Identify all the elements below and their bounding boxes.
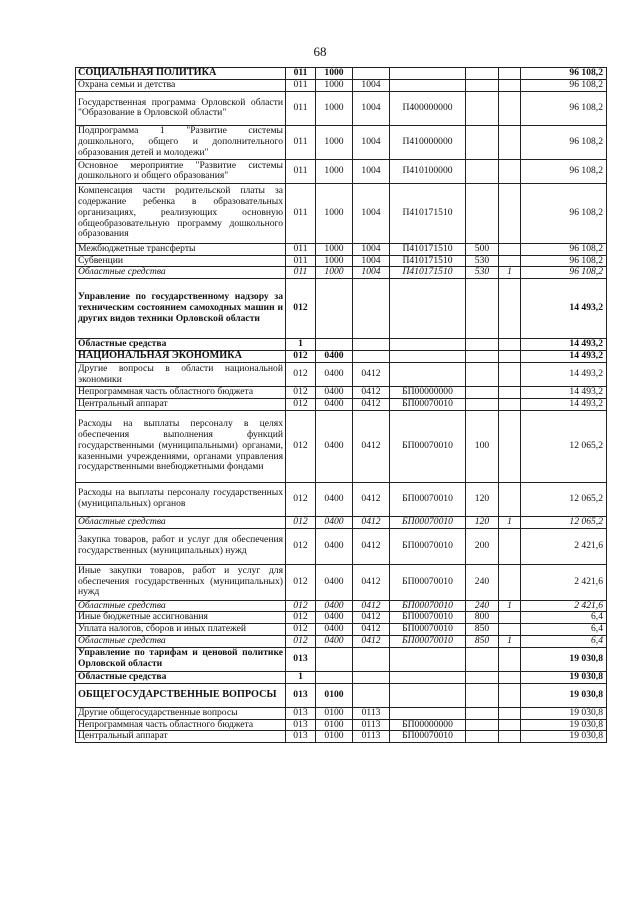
funding-source-cell — [499, 363, 521, 387]
amount-cell: 96 108,2 — [521, 125, 607, 159]
subsection-code-cell: 0412 — [353, 612, 390, 624]
expense-type-cell — [466, 731, 499, 743]
section-code-cell: 0400 — [316, 528, 353, 564]
expense-type-cell — [466, 363, 499, 387]
table-row — [76, 387, 607, 399]
ministry-code-cell: 011 — [286, 159, 316, 183]
expense-type-cell: 100 — [466, 410, 499, 482]
target-article-cell: П410171510 — [390, 255, 466, 267]
amount-cell: 96 108,2 — [521, 243, 607, 255]
section-code-cell: 1000 — [316, 243, 353, 255]
expense-type-cell: 530 — [466, 267, 499, 279]
ministry-code-cell: 011 — [286, 91, 316, 125]
table-row — [76, 91, 607, 125]
funding-source-cell — [499, 719, 521, 731]
funding-source-cell — [499, 183, 521, 243]
table-row — [76, 683, 607, 707]
funding-source-cell: 1 — [499, 267, 521, 279]
expense-type-cell: 500 — [466, 243, 499, 255]
target-article-cell: П410100000 — [390, 159, 466, 183]
expense-type-cell — [466, 80, 499, 92]
funding-source-cell: 1 — [499, 516, 521, 528]
section-code-cell: 0400 — [316, 410, 353, 482]
expense-type-cell: 240 — [466, 600, 499, 612]
target-article-cell: БП00070010 — [390, 482, 466, 516]
section-code-cell — [316, 647, 353, 671]
row-name-cell: Управление по тарифам и ценовой политике Орловской области — [76, 647, 286, 671]
subsection-code-cell: 0412 — [353, 398, 390, 410]
funding-source-cell — [499, 410, 521, 482]
section-code-cell: 1000 — [316, 91, 353, 125]
target-article-cell — [390, 707, 466, 719]
funding-source-cell — [499, 80, 521, 92]
page-number: 68 — [313, 44, 327, 59]
subsection-code-cell: 0412 — [353, 482, 390, 516]
amount-cell: 14 493,2 — [521, 279, 607, 339]
ministry-code-cell: 012 — [286, 398, 316, 410]
funding-source-cell — [499, 279, 521, 339]
expense-type-cell — [466, 159, 499, 183]
subsection-code-cell: 0113 — [353, 707, 390, 719]
row-name-cell: Областные средства — [76, 671, 286, 683]
amount-cell: 2 421,6 — [521, 528, 607, 564]
table-row — [76, 363, 607, 387]
row-name-cell: Непрограммная часть областного бюджета — [76, 387, 286, 399]
table-row — [76, 183, 607, 243]
expense-type-cell — [466, 183, 499, 243]
row-name-cell: СОЦИАЛЬНАЯ ПОЛИТИКА — [76, 68, 286, 80]
funding-source-cell: 1 — [499, 600, 521, 612]
row-name-cell: Управление по государственному надзору за техническим состоянием самоходных машин и других видов техники Орловской области — [76, 279, 286, 339]
expense-type-cell — [466, 671, 499, 683]
subsection-code-cell: 1004 — [353, 183, 390, 243]
section-code-cell: 0400 — [316, 398, 353, 410]
subsection-code-cell: 0412 — [353, 363, 390, 387]
funding-source-cell — [499, 647, 521, 671]
section-code-cell — [316, 279, 353, 339]
expense-type-cell — [466, 707, 499, 719]
table-row — [76, 647, 607, 671]
expense-type-cell — [466, 339, 499, 351]
row-name-cell: Другие общегосударственные вопросы — [76, 707, 286, 719]
target-article-cell — [390, 279, 466, 339]
target-article-cell — [390, 351, 466, 363]
amount-cell: 96 108,2 — [521, 267, 607, 279]
funding-source-cell — [499, 482, 521, 516]
table-row — [76, 398, 607, 410]
target-article-cell — [390, 671, 466, 683]
row-name-cell: Расходы на выплаты персоналу в целях обеспечения выполнения функций государственными (муниципальными) органами, казенными учреждениями, органами управления государственными внебюджетными фондами — [76, 410, 286, 482]
funding-source-cell — [499, 671, 521, 683]
section-code-cell: 1000 — [316, 183, 353, 243]
amount-cell: 14 493,2 — [521, 363, 607, 387]
subsection-code-cell: 1004 — [353, 80, 390, 92]
expense-type-cell: 120 — [466, 482, 499, 516]
subsection-code-cell: 0412 — [353, 410, 390, 482]
section-code-cell: 0400 — [316, 363, 353, 387]
ministry-code-cell: 012 — [286, 624, 316, 636]
ministry-code-cell: 012 — [286, 410, 316, 482]
ministry-code-cell: 012 — [286, 387, 316, 399]
subsection-code-cell: 0113 — [353, 719, 390, 731]
section-code-cell: 1000 — [316, 267, 353, 279]
target-article-cell: БП00070010 — [390, 731, 466, 743]
subsection-code-cell: 0113 — [353, 731, 390, 743]
subsection-code-cell: 0412 — [353, 387, 390, 399]
target-article-cell: БП00070010 — [390, 528, 466, 564]
funding-source-cell — [499, 255, 521, 267]
ministry-code-cell: 1 — [286, 671, 316, 683]
table-row — [76, 707, 607, 719]
section-code-cell: 0400 — [316, 635, 353, 647]
subsection-code-cell: 0412 — [353, 624, 390, 636]
row-name-cell: Уплата налогов, сборов и иных платежей — [76, 624, 286, 636]
amount-cell: 19 030,8 — [521, 707, 607, 719]
amount-cell: 14 493,2 — [521, 398, 607, 410]
ministry-code-cell: 012 — [286, 516, 316, 528]
budget-table — [75, 67, 607, 743]
amount-cell: 12 065,2 — [521, 410, 607, 482]
ministry-code-cell: 011 — [286, 125, 316, 159]
row-name-cell: Областные средства — [76, 635, 286, 647]
subsection-code-cell: 1004 — [353, 255, 390, 267]
amount-cell: 96 108,2 — [521, 91, 607, 125]
amount-cell: 96 108,2 — [521, 159, 607, 183]
subsection-code-cell: 1004 — [353, 91, 390, 125]
funding-source-cell — [499, 68, 521, 80]
subsection-code-cell — [353, 68, 390, 80]
row-name-cell: Непрограммная часть областного бюджета — [76, 719, 286, 731]
expense-type-cell: 800 — [466, 612, 499, 624]
amount-cell: 96 108,2 — [521, 80, 607, 92]
table-row — [76, 255, 607, 267]
table-row — [76, 564, 607, 600]
amount-cell: 19 030,8 — [521, 647, 607, 671]
ministry-code-cell: 1 — [286, 339, 316, 351]
amount-cell: 2 421,6 — [521, 564, 607, 600]
subsection-code-cell: 0412 — [353, 516, 390, 528]
row-name-cell: Другие вопросы в области национальной экономики — [76, 363, 286, 387]
target-article-cell: БП00000000 — [390, 719, 466, 731]
target-article-cell — [390, 339, 466, 351]
section-code-cell: 1000 — [316, 68, 353, 80]
ministry-code-cell: 011 — [286, 68, 316, 80]
expense-type-cell — [466, 125, 499, 159]
expense-type-cell — [466, 647, 499, 671]
target-article-cell: БП00000000 — [390, 387, 466, 399]
ministry-code-cell: 012 — [286, 363, 316, 387]
row-name-cell: НАЦИОНАЛЬНАЯ ЭКОНОМИКА — [76, 351, 286, 363]
section-code-cell — [316, 671, 353, 683]
table-row — [76, 279, 607, 339]
subsection-code-cell: 0412 — [353, 528, 390, 564]
funding-source-cell — [499, 243, 521, 255]
row-name-cell: Центральный аппарат — [76, 398, 286, 410]
table-row — [76, 351, 607, 363]
expense-type-cell: 850 — [466, 635, 499, 647]
expense-type-cell — [466, 279, 499, 339]
target-article-cell — [390, 68, 466, 80]
subsection-code-cell: 0412 — [353, 635, 390, 647]
ministry-code-cell: 013 — [286, 683, 316, 707]
ministry-code-cell: 012 — [286, 564, 316, 600]
row-name-cell: Областные средства — [76, 267, 286, 279]
table-row — [76, 516, 607, 528]
row-name-cell: Охрана семьи и детства — [76, 80, 286, 92]
ministry-code-cell: 011 — [286, 255, 316, 267]
funding-source-cell — [499, 387, 521, 399]
target-article-cell: БП00070010 — [390, 600, 466, 612]
funding-source-cell — [499, 351, 521, 363]
subsection-code-cell: 1004 — [353, 243, 390, 255]
amount-cell: 96 108,2 — [521, 183, 607, 243]
section-code-cell: 1000 — [316, 125, 353, 159]
target-article-cell: БП00070010 — [390, 398, 466, 410]
funding-source-cell — [499, 339, 521, 351]
subsection-code-cell: 1004 — [353, 267, 390, 279]
amount-cell: 12 065,2 — [521, 482, 607, 516]
subsection-code-cell — [353, 647, 390, 671]
amount-cell: 6,4 — [521, 612, 607, 624]
target-article-cell: БП00070010 — [390, 612, 466, 624]
funding-source-cell — [499, 398, 521, 410]
subsection-code-cell: 1004 — [353, 159, 390, 183]
subsection-code-cell — [353, 279, 390, 339]
row-name-cell: Областные средства — [76, 600, 286, 612]
table-row — [76, 159, 607, 183]
funding-source-cell — [499, 159, 521, 183]
expense-type-cell — [466, 68, 499, 80]
amount-cell: 14 493,2 — [521, 339, 607, 351]
section-code-cell — [316, 339, 353, 351]
section-code-cell: 0100 — [316, 707, 353, 719]
funding-source-cell — [499, 125, 521, 159]
target-article-cell — [390, 363, 466, 387]
table-row — [76, 80, 607, 92]
subsection-code-cell — [353, 683, 390, 707]
table-row — [76, 243, 607, 255]
table-row — [76, 612, 607, 624]
target-article-cell: БП00070010 — [390, 624, 466, 636]
table-row — [76, 731, 607, 743]
amount-cell: 6,4 — [521, 635, 607, 647]
row-name-cell: Закупка товаров, работ и услуг для обеспечения государственных (муниципальных) нужд — [76, 528, 286, 564]
section-code-cell: 0100 — [316, 731, 353, 743]
amount-cell: 19 030,8 — [521, 671, 607, 683]
expense-type-cell: 850 — [466, 624, 499, 636]
table-row — [76, 482, 607, 516]
amount-cell: 19 030,8 — [521, 719, 607, 731]
expense-type-cell — [466, 719, 499, 731]
amount-cell: 6,4 — [521, 624, 607, 636]
ministry-code-cell: 012 — [286, 600, 316, 612]
funding-source-cell — [499, 528, 521, 564]
target-article-cell — [390, 80, 466, 92]
row-name-cell: Подпрограмма 1 "Развитие системы дошкольного, общего и дополнительного образования детей и молодежи" — [76, 125, 286, 159]
section-code-cell: 1000 — [316, 255, 353, 267]
table-row — [76, 624, 607, 636]
target-article-cell: П400000000 — [390, 91, 466, 125]
target-article-cell: П410171510 — [390, 183, 466, 243]
row-name-cell: Государственная программа Орловской области "Образование в Орловской области" — [76, 91, 286, 125]
subsection-code-cell — [353, 351, 390, 363]
ministry-code-cell: 013 — [286, 731, 316, 743]
row-name-cell: Расходы на выплаты персоналу государственных (муниципальных) органов — [76, 482, 286, 516]
funding-source-cell — [499, 564, 521, 600]
funding-source-cell — [499, 624, 521, 636]
ministry-code-cell: 012 — [286, 279, 316, 339]
budget-table-body — [76, 68, 607, 743]
amount-cell: 14 493,2 — [521, 351, 607, 363]
table-row — [76, 600, 607, 612]
funding-source-cell: 1 — [499, 635, 521, 647]
subsection-code-cell — [353, 339, 390, 351]
row-name-cell: Иные бюджетные ассигнования — [76, 612, 286, 624]
section-code-cell: 0400 — [316, 564, 353, 600]
amount-cell: 2 421,6 — [521, 600, 607, 612]
section-code-cell: 0400 — [316, 612, 353, 624]
ministry-code-cell: 012 — [286, 528, 316, 564]
row-name-cell: Иные закупки товаров, работ и услуг для обеспечения государственных (муниципальных) нужд — [76, 564, 286, 600]
expense-type-cell — [466, 91, 499, 125]
ministry-code-cell: 012 — [286, 612, 316, 624]
section-code-cell: 0400 — [316, 387, 353, 399]
amount-cell: 96 108,2 — [521, 68, 607, 80]
section-code-cell: 0400 — [316, 482, 353, 516]
target-article-cell: П410171510 — [390, 267, 466, 279]
target-article-cell: БП00070010 — [390, 564, 466, 600]
section-code-cell: 0100 — [316, 683, 353, 707]
subsection-code-cell: 0412 — [353, 564, 390, 600]
section-code-cell: 1000 — [316, 159, 353, 183]
target-article-cell: П410000000 — [390, 125, 466, 159]
row-name-cell: ОБЩЕГОСУДАРСТВЕННЫЕ ВОПРОСЫ — [76, 683, 286, 707]
ministry-code-cell: 012 — [286, 351, 316, 363]
section-code-cell: 0400 — [316, 351, 353, 363]
row-name-cell: Областные средства — [76, 339, 286, 351]
section-code-cell: 0400 — [316, 516, 353, 528]
table-row — [76, 671, 607, 683]
table-row — [76, 68, 607, 80]
section-code-cell: 0100 — [316, 719, 353, 731]
section-code-cell: 0400 — [316, 600, 353, 612]
amount-cell: 14 493,2 — [521, 387, 607, 399]
funding-source-cell — [499, 683, 521, 707]
ministry-code-cell: 011 — [286, 267, 316, 279]
ministry-code-cell: 013 — [286, 719, 316, 731]
row-name-cell: Основное мероприятие "Развитие системы дошкольного и общего образования" — [76, 159, 286, 183]
amount-cell: 96 108,2 — [521, 255, 607, 267]
ministry-code-cell: 013 — [286, 707, 316, 719]
expense-type-cell: 530 — [466, 255, 499, 267]
row-name-cell: Субвенции — [76, 255, 286, 267]
row-name-cell: Центральный аппарат — [76, 731, 286, 743]
expense-type-cell — [466, 398, 499, 410]
subsection-code-cell: 1004 — [353, 125, 390, 159]
amount-cell: 19 030,8 — [521, 683, 607, 707]
funding-source-cell — [499, 731, 521, 743]
funding-source-cell — [499, 707, 521, 719]
table-row — [76, 267, 607, 279]
target-article-cell: П410171510 — [390, 243, 466, 255]
expense-type-cell — [466, 351, 499, 363]
ministry-code-cell: 011 — [286, 183, 316, 243]
amount-cell: 12 065,2 — [521, 516, 607, 528]
target-article-cell — [390, 647, 466, 671]
section-code-cell: 1000 — [316, 80, 353, 92]
amount-cell: 19 030,8 — [521, 731, 607, 743]
table-row — [76, 410, 607, 482]
ministry-code-cell: 013 — [286, 647, 316, 671]
subsection-code-cell — [353, 671, 390, 683]
row-name-cell: Компенсация части родительской платы за содержание ребенка в образовательных организациях, реализующих основную общеобразовательную программу дошкольного образования — [76, 183, 286, 243]
funding-source-cell — [499, 91, 521, 125]
table-row — [76, 719, 607, 731]
section-code-cell: 0400 — [316, 624, 353, 636]
ministry-code-cell: 011 — [286, 80, 316, 92]
row-name-cell: Межбюджетные трансферты — [76, 243, 286, 255]
table-row — [76, 339, 607, 351]
target-article-cell — [390, 683, 466, 707]
expense-type-cell: 200 — [466, 528, 499, 564]
expense-type-cell — [466, 387, 499, 399]
expense-type-cell: 120 — [466, 516, 499, 528]
funding-source-cell — [499, 612, 521, 624]
row-name-cell: Областные средства — [76, 516, 286, 528]
target-article-cell: БП00070010 — [390, 410, 466, 482]
expense-type-cell — [466, 683, 499, 707]
table-row — [76, 635, 607, 647]
ministry-code-cell: 012 — [286, 482, 316, 516]
ministry-code-cell: 012 — [286, 635, 316, 647]
expense-type-cell: 240 — [466, 564, 499, 600]
table-row — [76, 125, 607, 159]
table-row — [76, 528, 607, 564]
target-article-cell: БП00070010 — [390, 516, 466, 528]
target-article-cell: БП00070010 — [390, 635, 466, 647]
subsection-code-cell: 0412 — [353, 600, 390, 612]
ministry-code-cell: 011 — [286, 243, 316, 255]
